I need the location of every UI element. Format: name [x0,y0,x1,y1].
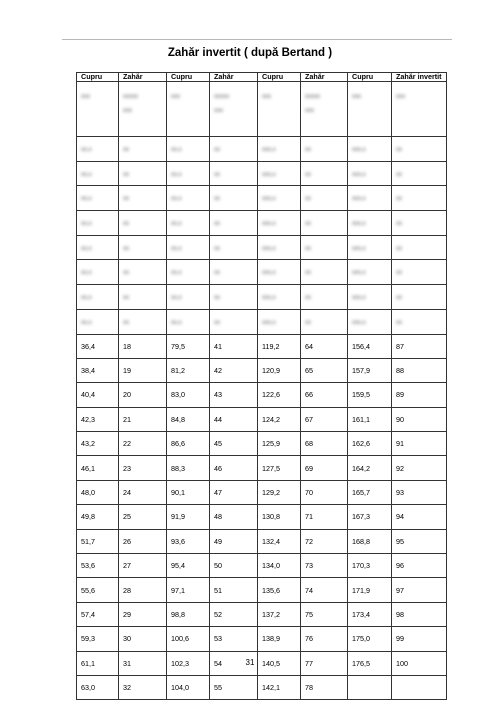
table-cell: 135,6 [258,578,301,602]
table-cell: 89 [392,383,447,407]
table-row [77,675,447,699]
table-cell: 90 [392,407,447,431]
table-cell: 84,8 [167,407,210,431]
table-row [77,383,447,407]
table-cell: 53,6 [77,554,119,578]
table-cell: 124,2 [258,407,301,431]
column-header: Zahăr [210,73,258,82]
table-cell: 38,4 [77,358,119,382]
table-cell: 86,6 [167,432,210,456]
table-cell: 49,8 [77,505,119,529]
table-cell: 63,0 [77,675,119,699]
blurred-row: xx,x xx xx,x xx xxx,x xx xxx,x xx [77,309,447,334]
table-cell: 170,3 [348,554,392,578]
table-cell: 75 [301,602,348,626]
table-cell: 27 [119,554,167,578]
table-cell: 21 [119,407,167,431]
table-cell: 19 [119,358,167,382]
table-cell: 29 [119,602,167,626]
table-cell: 68 [301,432,348,456]
table-cell: 122,6 [258,383,301,407]
table-cell: 51,7 [77,529,119,553]
table-cell: 72 [301,529,348,553]
copper-sugar-table [76,72,447,700]
table-cell: 91 [392,432,447,456]
table-cell: 64 [301,334,348,358]
page-title: Zahăr invertit ( după Bertand ) [167,47,333,59]
table-cell: 65 [301,358,348,382]
table-cell: 142,1 [258,675,301,699]
table-cell: 98,8 [167,602,210,626]
table-cell: 100,6 [167,627,210,651]
column-header: Cupru [348,73,392,82]
table-cell: 161,1 [348,407,392,431]
table-cell: 88,3 [167,456,210,480]
table-cell: 83,0 [167,383,210,407]
table-cell: 41 [210,334,258,358]
table-cell: 119,2 [258,334,301,358]
table-cell: 93 [392,480,447,504]
table-cell: 71 [301,505,348,529]
table-cell: 73 [301,554,348,578]
table-cell: 55,6 [77,578,119,602]
table-cell: 97,1 [167,578,210,602]
table-cell: 25 [119,505,167,529]
table-cell: 138,9 [258,627,301,651]
header-rule [62,39,452,40]
table-cell: 59,3 [77,627,119,651]
table-cell: 74 [301,578,348,602]
table-header-row [77,73,447,82]
column-header: Cupru [167,73,210,82]
table-cell: 175,0 [348,627,392,651]
table-cell: 159,5 [348,383,392,407]
table-cell: 36,4 [77,334,119,358]
page-number: 31 [245,658,255,667]
table-cell: 43 [210,383,258,407]
table-cell: 46,1 [77,456,119,480]
table-cell: 48,0 [77,480,119,504]
table-cell: 90,1 [167,480,210,504]
table-cell: 87 [392,334,447,358]
table-cell [348,675,392,699]
table-cell: 18 [119,334,167,358]
table-cell: 88 [392,358,447,382]
table-cell: 95,4 [167,554,210,578]
blurred-rows [77,82,447,335]
table-cell: 49 [210,529,258,553]
table-cell: 77 [301,651,348,675]
column-header: Zahăr [119,73,167,82]
table-cell: 102,3 [167,651,210,675]
table-cell: 69 [301,456,348,480]
blurred-row: xx,x xx xx,x xx xxx,x xx xxx,x xx [77,137,447,162]
table-cell: 165,7 [348,480,392,504]
table-cell: 171,9 [348,578,392,602]
table-cell: 32 [119,675,167,699]
table-cell: 167,3 [348,505,392,529]
table-cell: 79,5 [167,334,210,358]
column-header: Zahăr [301,73,348,82]
table-row [77,529,447,553]
table-row [77,627,447,651]
table-cell: 140,5 [258,651,301,675]
table-cell: 93,6 [167,529,210,553]
table-row [77,578,447,602]
table-cell: 45 [210,432,258,456]
table-cell: 24 [119,480,167,504]
table-cell: 70 [301,480,348,504]
table-cell: 57,4 [77,602,119,626]
table-cell: 173,4 [348,602,392,626]
table-cell: 127,5 [258,456,301,480]
table-cell: 66 [301,383,348,407]
column-header: Cupru [258,73,301,82]
table-cell: 96 [392,554,447,578]
table-row [77,358,447,382]
blurred-row: xx,x xx xx,x xx xxx,x xx xxx,x xx [77,235,447,260]
table-cell: 46 [210,456,258,480]
table-cell: 164,2 [348,456,392,480]
table-row [77,432,447,456]
blurred-row: xx,x xx xx,x xx xxx,x xx xxx,x xx [77,260,447,285]
table-cell [392,675,447,699]
table-cell: 55 [210,675,258,699]
table-cell: 176,5 [348,651,392,675]
table-cell: 168,8 [348,529,392,553]
column-header: Zahăr invertit [392,73,447,82]
table-cell: 120,9 [258,358,301,382]
table-cell: 43,2 [77,432,119,456]
table-cell: 40,4 [77,383,119,407]
table-cell: 30 [119,627,167,651]
table-cell: 134,0 [258,554,301,578]
table-cell: 95 [392,529,447,553]
table-cell: 130,8 [258,505,301,529]
table-cell: 52 [210,602,258,626]
table-row [77,602,447,626]
table-cell: 54 [210,651,258,675]
table-cell: 97 [392,578,447,602]
table-cell: 137,2 [258,602,301,626]
blurred-subheader-row: xxx xxxxx xxx xxx xxxxx xxx xxx xxxxx xxx xxx xxx [77,82,447,137]
table-cell: 94 [392,505,447,529]
table-cell: 53 [210,627,258,651]
table-cell: 31 [119,651,167,675]
table-cell: 100 [392,651,447,675]
table-row [77,407,447,431]
table-row [77,554,447,578]
blurred-row: xx,x xx xx,x xx xxx,x xx xxx,x xx [77,161,447,186]
table-cell: 156,4 [348,334,392,358]
table-cell: 76 [301,627,348,651]
table-row [77,334,447,358]
table-row [77,480,447,504]
table-cell: 104,0 [167,675,210,699]
table-row [77,456,447,480]
table-cell: 99 [392,627,447,651]
table-row [77,505,447,529]
table-cell: 22 [119,432,167,456]
table-body [77,334,447,700]
table-cell: 42 [210,358,258,382]
table-cell: 50 [210,554,258,578]
table-cell: 61,1 [77,651,119,675]
table-cell: 48 [210,505,258,529]
table-cell: 81,2 [167,358,210,382]
table-cell: 42,3 [77,407,119,431]
table-cell: 23 [119,456,167,480]
table-cell: 78 [301,675,348,699]
table-cell: 26 [119,529,167,553]
table-cell: 129,2 [258,480,301,504]
table-cell: 92 [392,456,447,480]
table-cell: 47 [210,480,258,504]
table-cell: 157,9 [348,358,392,382]
table-cell: 44 [210,407,258,431]
table-cell: 67 [301,407,348,431]
table-cell: 20 [119,383,167,407]
blurred-row: xx,x xx xx,x xx xxx,x xx xxx,x xx [77,186,447,211]
table-cell: 98 [392,602,447,626]
blurred-row: xx,x xx xx,x xx xxx,x xx xxx,x xx [77,211,447,236]
blurred-row: xx,x xx xx,x xx xxx,x xx xxx,x xx [77,285,447,310]
column-header: Cupru [77,73,119,82]
table-cell: 132,4 [258,529,301,553]
table-cell: 162,6 [348,432,392,456]
table-cell: 28 [119,578,167,602]
table-cell: 91,9 [167,505,210,529]
table-cell: 51 [210,578,258,602]
table-cell: 125,9 [258,432,301,456]
